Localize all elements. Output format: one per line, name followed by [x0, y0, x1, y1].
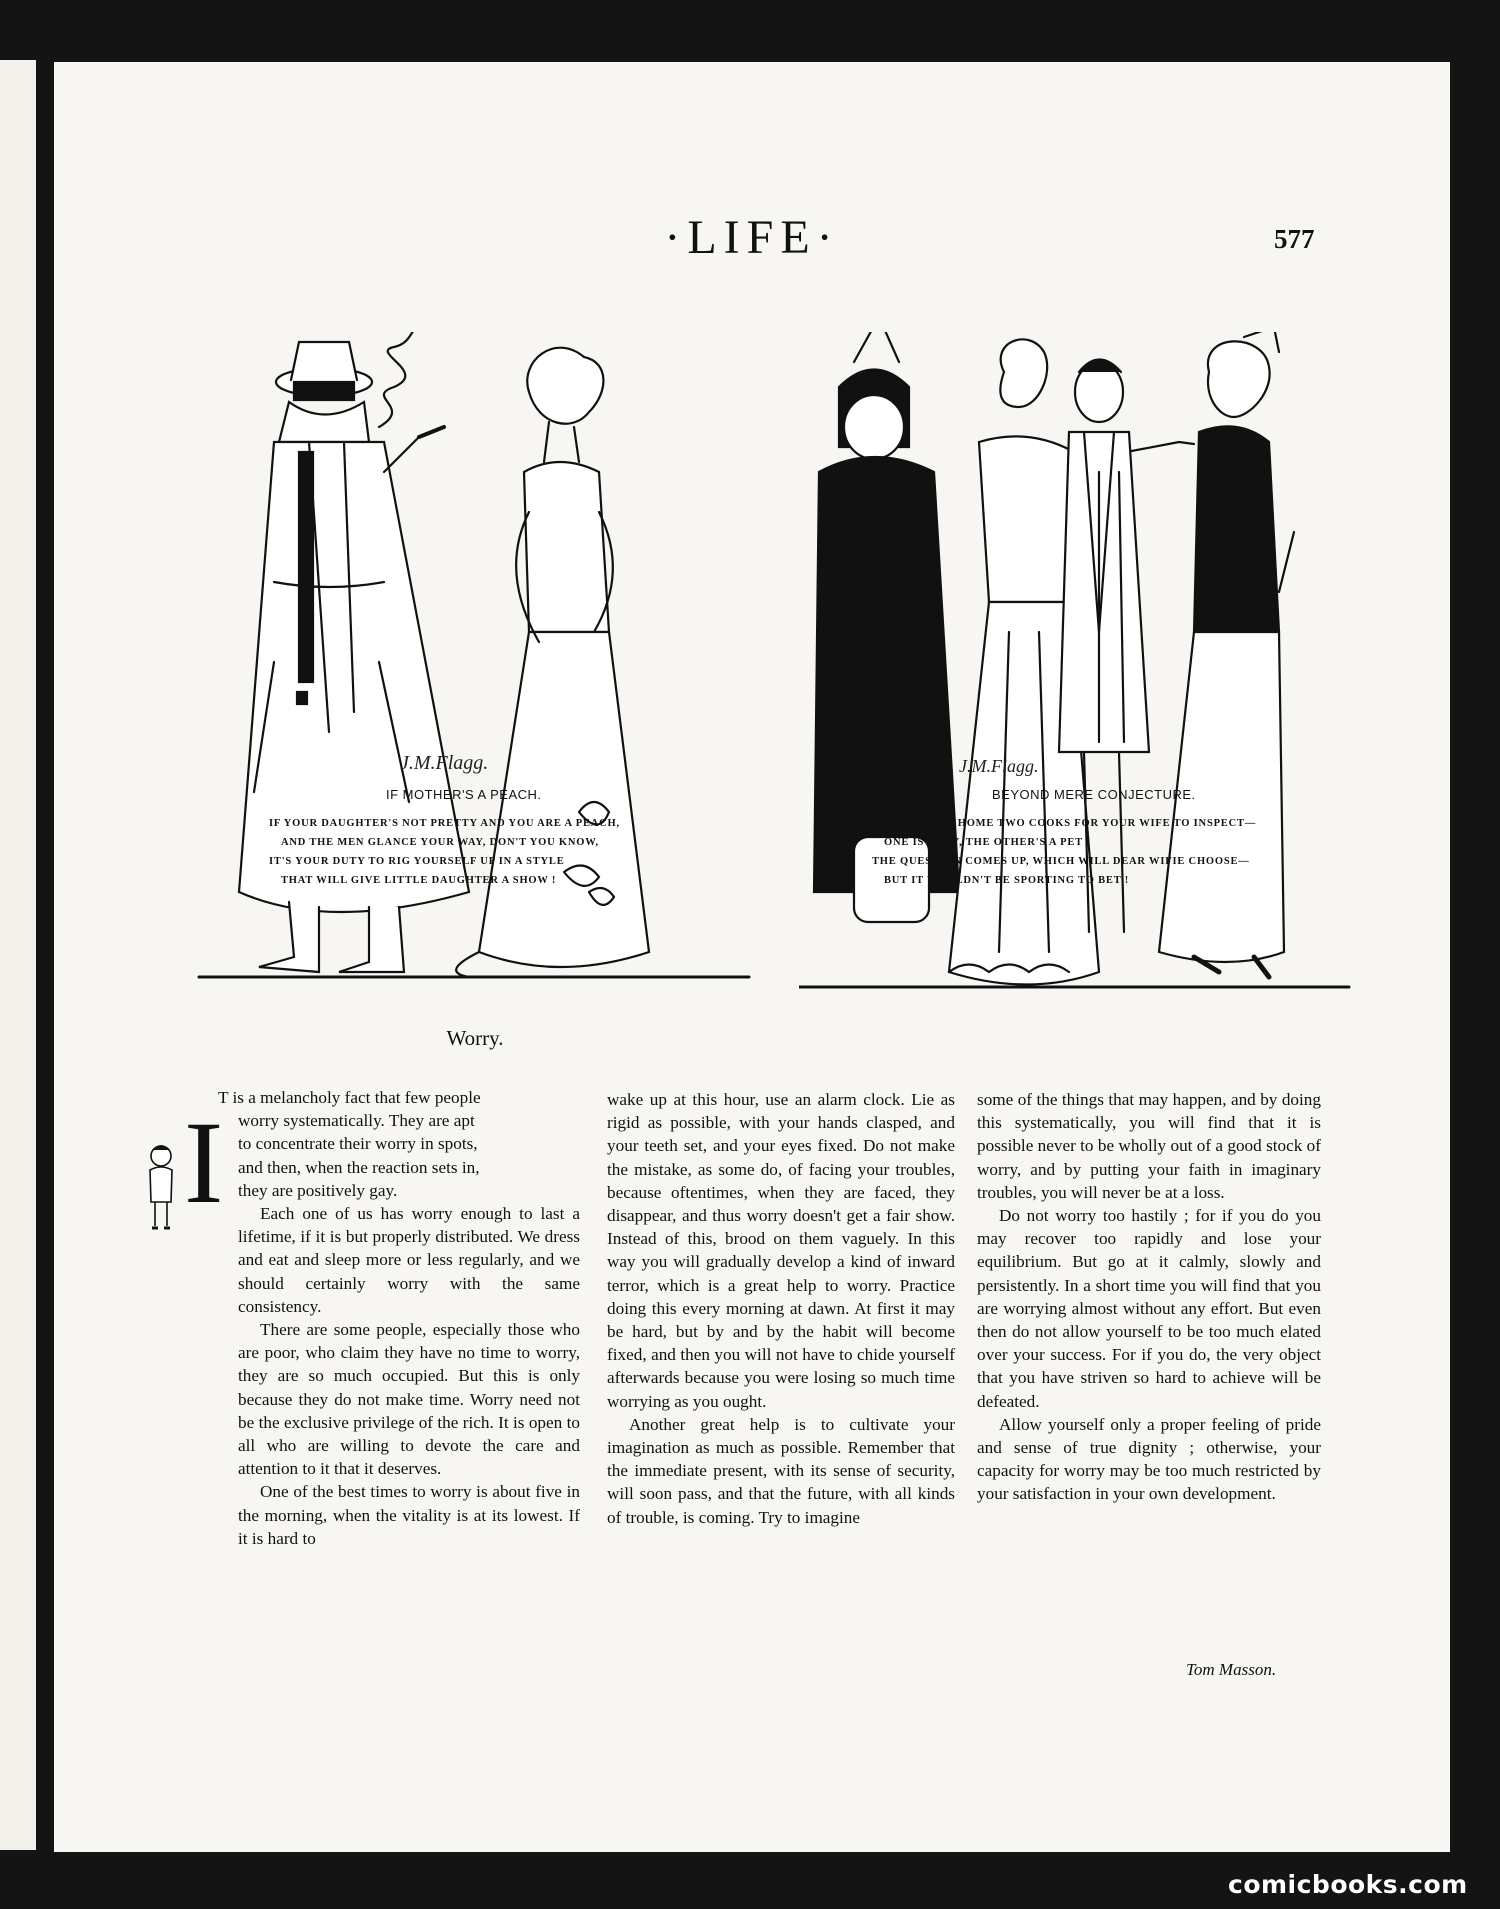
cartoon-illustration-two-cooks	[799, 332, 1379, 992]
verse-line: THAT WILL GIVE LITTLE DAUGHTER A SHOW !	[281, 875, 557, 886]
text-line: T is a melancholy fact that few people	[218, 1088, 481, 1107]
paragraph: Another great help is to cultivate your imagination as much as possible. Remember that the immediate present, with its sense of security, will soon pass, and that the future, with all kinds of trouble, is coming. Try to imagine	[607, 1414, 955, 1527]
article-column-2	[607, 1088, 955, 1529]
drop-cap: I	[184, 1097, 224, 1228]
paragraph: some of the things that may happen, and by doing this systematically, you will find that it is possible never to be wholly out of a good stock of worry, and by putting your faith in imaginary troubles, you will never be at a loss.	[977, 1090, 1321, 1202]
paragraph: wake up at this hour, use an alarm clock. Lie as rigid as possible, with your hands clasped, and your teeth set, and your eyes fixed. Do not make the mistake, as some do, of facing your troubles, because oftentimes, when they are faced, they disappear, and thus worry doesn't get a fair show. Instead of this, brood on them vaguely. In this way you will gradually develop a kind of inward terror, which is a great help to worry. Practice doing this every morning at dawn. At first it may be hard, but by and by the habit will become fixed, and then you will not have to chide yourself afterwards because you were losing so much time worrying as you ought.	[607, 1090, 955, 1411]
artist-signature-left: J.M.Flagg.	[400, 752, 489, 774]
page-number: 577	[1274, 224, 1315, 254]
paragraph: Do not worry too hastily ; for if you do you may recover too rapidly and lose your equilibrium. But go at it calmly, slowly and persistently. In a short time you will find that you are worrying almost without any effort. But even then do not allow yourself to be too much elated over your success. For if you do, the very object that you have striven so hard to achieve will be defeated.	[977, 1206, 1321, 1411]
verse-line: AND THE MEN GLANCE YOUR WAY, DON'T YOU KNOW,	[281, 837, 599, 848]
cartoon-left-verse	[269, 814, 620, 890]
text-line: and then, when the reaction sets in,	[238, 1157, 480, 1177]
article-author: Tom Masson.	[1186, 1660, 1277, 1679]
artist-signature-right: J.M.Flagg.	[959, 756, 1039, 776]
article-title: Worry.	[446, 1026, 504, 1050]
drop-cap-child-figure	[144, 1142, 178, 1232]
article-column-1	[238, 1202, 580, 1550]
verse-line: ONE IS UGLY, THE OTHER'S A PET ;	[884, 837, 1091, 848]
cartoon-left-title: IF MOTHER'S A PEACH.	[386, 787, 542, 802]
paragraph: Allow yourself only a proper feeling of pride and sense of true dignity ; otherwise, your capacity for worry may be too much restricted by your satisfaction in your own development.	[977, 1414, 1321, 1504]
paragraph: Each one of us has worry enough to last a lifetime, if it is but properly distributed. We dress and eat and sleep more or less regularly, and we should certainly worry with the same consistency.	[238, 1204, 580, 1316]
masthead: ·LIFE·	[664, 211, 840, 264]
cartoon-right-title: BEYOND MERE CONJECTURE.	[992, 787, 1196, 802]
watermark: comicbooks.com	[1228, 1870, 1468, 1899]
article-column-3	[977, 1088, 1321, 1506]
verse-line: IF YOUR DAUGHTER'S NOT PRETTY AND YOU ARE A PEACH,	[269, 818, 620, 829]
adjacent-page-edge	[0, 60, 36, 1850]
paragraph: One of the best times to worry is about five in the morning, when the vitality is at its lowest. If it is hard to	[238, 1482, 580, 1548]
text-line: worry systematically. They are apt	[238, 1111, 475, 1131]
cartoon-right-verse	[872, 814, 1256, 890]
verse-line: BUT IT WOULDN'T BE SPORTING TO BET !	[884, 875, 1130, 886]
paragraph: There are some people, especially those who are poor, who claim they have no time to worry, they are so much occupied. But this is only because they do not make time. Worry need not be the exclusive privilege of the rich. It is open to all who are willing to devote the care and attention to it that it deserves.	[238, 1320, 580, 1479]
text-line: they are positively gay.	[238, 1180, 398, 1200]
magazine-page	[54, 62, 1450, 1852]
verse-line: IF YOU BRING HOME TWO COOKS FOR YOUR WIFE TO INSPECT—	[872, 818, 1257, 829]
article-opening-lines	[218, 1086, 580, 1202]
verse-line: IT'S YOUR DUTY TO RIG YOURSELF UP IN A STYLE	[269, 856, 565, 867]
cartoon-illustration-mother-daughter	[179, 332, 759, 992]
text-line: to concentrate their worry in spots,	[238, 1134, 478, 1154]
verse-line: THE QUESTION COMES UP, WHICH WILL DEAR WIFIE CHOOSE—	[872, 856, 1250, 867]
